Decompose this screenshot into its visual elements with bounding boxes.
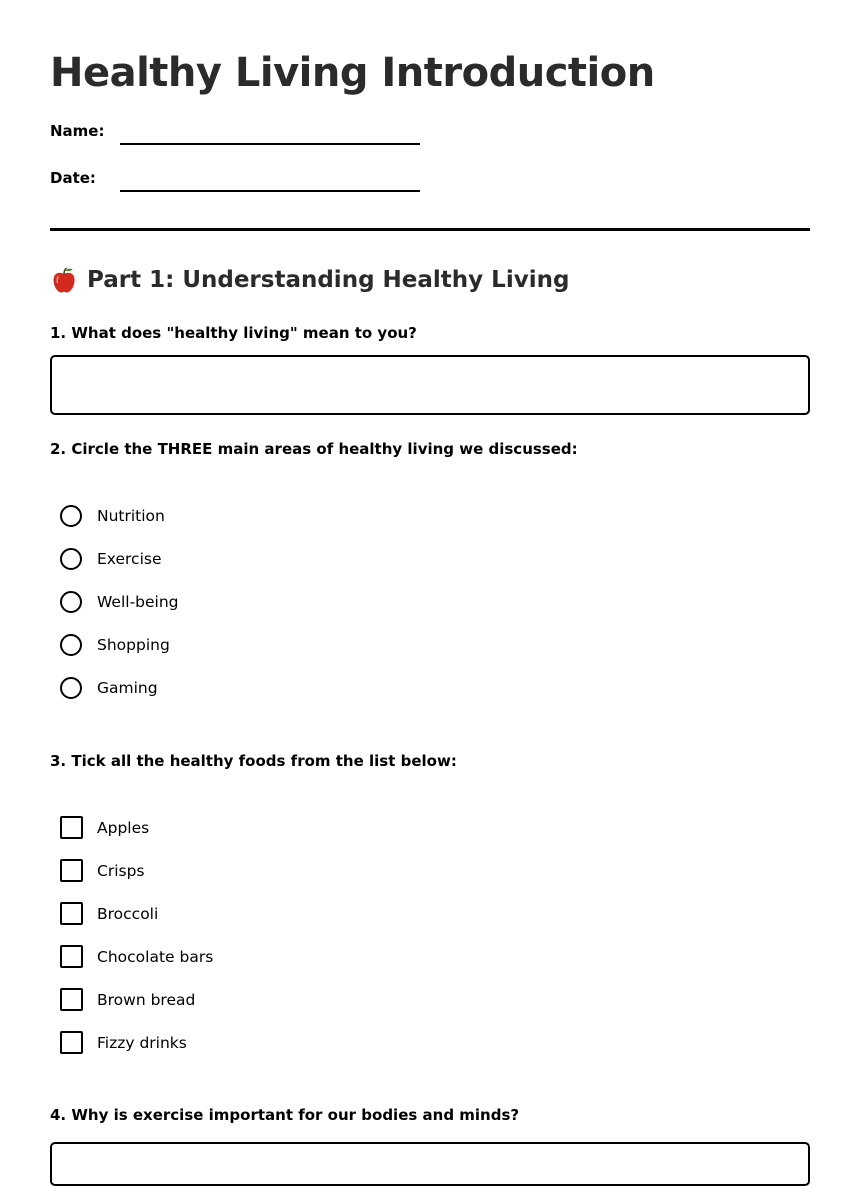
- radio-circle[interactable]: [60, 505, 82, 527]
- option-label: Chocolate bars: [97, 947, 214, 966]
- checkbox[interactable]: [60, 988, 83, 1011]
- checkbox[interactable]: [60, 902, 83, 925]
- section-heading-part1: [50, 266, 569, 294]
- option-label: Nutrition: [97, 507, 165, 525]
- answer-box-q4[interactable]: [50, 1142, 810, 1186]
- option-label: Apples: [97, 818, 150, 837]
- option-label: Crisps: [97, 861, 145, 880]
- checkbox-option[interactable]: [60, 1031, 187, 1054]
- page-title: Healthy Living Introduction: [50, 50, 655, 96]
- option-label: Well-being: [97, 593, 179, 611]
- checkbox[interactable]: [60, 859, 83, 882]
- checkbox-option[interactable]: [60, 988, 195, 1011]
- checkbox-option[interactable]: [60, 945, 213, 968]
- checkbox[interactable]: [60, 1031, 83, 1054]
- option-label: Brown bread: [97, 990, 196, 1009]
- option-label: Exercise: [97, 550, 162, 568]
- radio-option[interactable]: [60, 591, 179, 613]
- question-3: 3. Tick all the healthy foods from the list below:: [50, 752, 457, 770]
- radio-circle[interactable]: [60, 548, 82, 570]
- radio-option[interactable]: [60, 677, 158, 699]
- checkbox-option[interactable]: [60, 816, 149, 839]
- header-divider: [50, 228, 810, 231]
- radio-option[interactable]: [60, 634, 170, 656]
- question-4: 4. Why is exercise important for our bodies and minds?: [50, 1106, 520, 1124]
- radio-option[interactable]: [60, 505, 165, 527]
- checkbox[interactable]: [60, 945, 83, 968]
- option-label: Fizzy drinks: [97, 1033, 187, 1052]
- question-2: 2. Circle the THREE main areas of healthy living we discussed:: [50, 440, 578, 458]
- question-1: 1. What does "healthy living" mean to you?: [50, 324, 417, 342]
- checkbox-option[interactable]: [60, 859, 145, 882]
- answer-box-q1[interactable]: [50, 355, 810, 415]
- option-label: Gaming: [97, 679, 158, 697]
- apple-icon: [50, 266, 78, 294]
- name-label: Name:: [50, 122, 105, 140]
- checkbox[interactable]: [60, 816, 83, 839]
- checkbox-option[interactable]: [60, 902, 158, 925]
- radio-option[interactable]: [60, 548, 162, 570]
- option-label: Broccoli: [97, 904, 159, 923]
- section-heading-text: Part 1: Understanding Healthy Living: [87, 267, 570, 293]
- name-field[interactable]: [120, 143, 420, 145]
- radio-circle[interactable]: [60, 677, 82, 699]
- date-field[interactable]: [120, 190, 420, 192]
- date-label: Date:: [50, 169, 96, 187]
- radio-circle[interactable]: [60, 591, 82, 613]
- option-label: Shopping: [97, 636, 170, 654]
- radio-circle[interactable]: [60, 634, 82, 656]
